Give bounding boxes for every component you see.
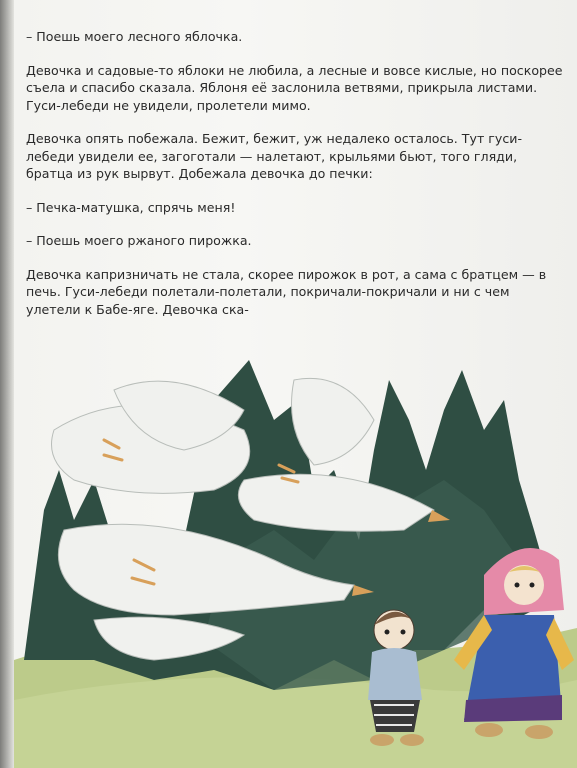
paragraph: Девочка и садовые-то яблоки не любила, а лесные и вовсе кислые, но поскорее съела и спасибо сказала. Яблоня её заслонила ветвями, прикрыла листами. Гуси-лебеди не увидели, пролетели мимо. [26, 62, 563, 113]
paragraph: – Печка-матушка, спрячь меня! [26, 199, 236, 215]
book-spine-shadow [0, 0, 14, 768]
paragraph: Девочка капризничать не стала, скорее пирожок в рот, а сама с братцем — в печь. Гуси-лебеди полетали-полетали, покричали-покричали и ни с чем улетели к Бабе-яге. Девочка ска- [26, 266, 547, 317]
paragraph: Девочка опять побежала. Бежит, бежит, уж недалеко осталось. Тут гуси-лебеди увидели ее, загоготали — налетают, крыльями бьют, того гляди, братца из рук вырвут. Добежала девочка до печки: [26, 131, 523, 181]
paragraph: – Поешь моего лесного яблочка. [26, 29, 243, 44]
story-illustration [14, 360, 577, 768]
paragraph: – Поешь моего ржаного пирожка. [26, 233, 252, 248]
story-text [26, 28, 566, 334]
